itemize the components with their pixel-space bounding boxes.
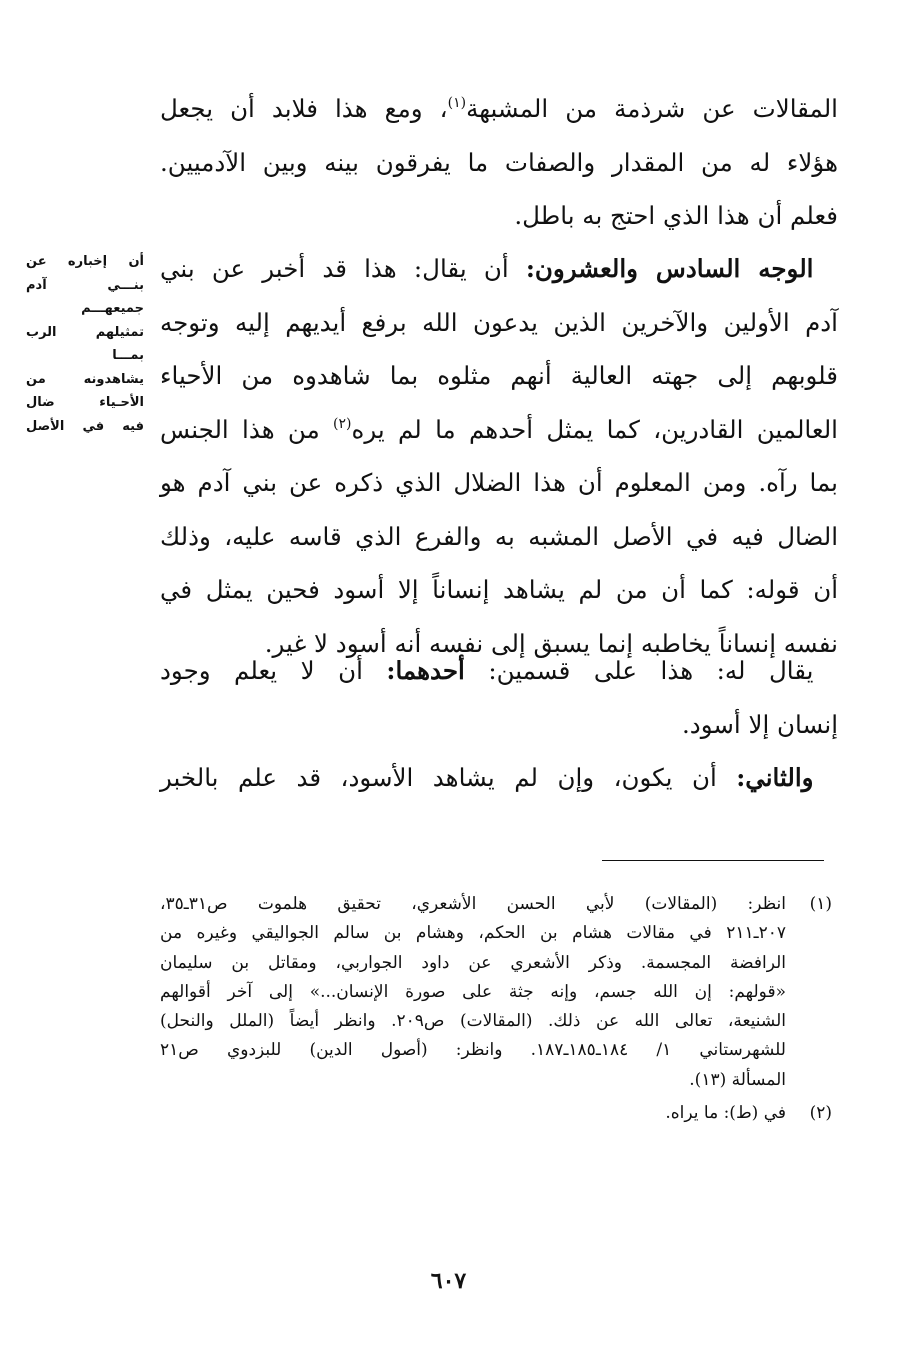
paragraph-3 bbox=[160, 644, 838, 751]
text-line: بما رآه. ومن المعلوم أن هذا الضلال الذي ذكره عن بني آدم هو bbox=[160, 468, 838, 497]
text-line: والثاني: أن يكون، وإن لم يشاهد الأسود، قد علم بالخبر bbox=[160, 763, 814, 792]
margin-note-line: بمـــا bbox=[112, 348, 144, 363]
text-line: المقالات عن شرذمة من المشبهة$^{(١)}$، ومع هذا فلابد أن يجعل bbox=[160, 94, 838, 123]
text-line: هؤلاء له من المقدار والصفات ما يفرقون بينه وبين الآدميين. bbox=[160, 147, 838, 177]
footnote-line: المسألة (١٣). bbox=[689, 1069, 786, 1090]
text-line: فعلم أن هذا الذي احتج به باطل. bbox=[514, 201, 838, 230]
margin-note bbox=[26, 250, 144, 438]
text-line: يقال له: هذا على قسمين: أحدهما: أن لا يعلم وجود bbox=[160, 656, 814, 685]
paragraph-2 bbox=[160, 242, 838, 670]
footnote-line: في (ط): ما يراه. bbox=[665, 1103, 786, 1124]
margin-note-line: جميعهـــم bbox=[81, 301, 144, 316]
text-line: إنسان إلا أسود. bbox=[682, 709, 838, 739]
footnote-line: الشنيعة، تعالى الله عن ذلك. (المقالات) ص٢٠٩. وانظر أيضاً (الملل والنحل) bbox=[160, 1011, 786, 1032]
margin-note-line: الأحـياء ضال bbox=[26, 395, 144, 410]
footnote-1 bbox=[160, 890, 832, 1095]
footnote-line: انظر: (المقالات) لأبي الحسن الأشعري، تحقيق هلموت ص٣١ـ٣٥، bbox=[160, 894, 786, 914]
footnote-line: «قولهم: إن الله جسم، وإنه جثة على صورة الإنسان...» إلى آخر أقوالهم bbox=[160, 981, 786, 1002]
text-line: الضال فيه في الأصل المشبه به والفرع الذي قاسه عليه، وذلك bbox=[160, 521, 838, 551]
margin-note-line: فيه في الأصل bbox=[26, 418, 144, 434]
margin-note-line: تمثيلهم الرب bbox=[26, 324, 144, 340]
text-line: نفسه إنساناً يخاطبه إنما يسبق إلى نفسه أنه أسود لا غير. bbox=[264, 628, 838, 658]
footnote-number: (٢) bbox=[809, 1103, 832, 1124]
footnotes bbox=[160, 890, 832, 1128]
text-line: العالمين القادرين، كما يمثل أحدهم ما لم يره$^{(٢)}$ من هذا الجنس bbox=[160, 414, 838, 444]
footnote-line: للشهرستاني ١/ ١٨٤ـ١٨٥ـ١٨٧. وانظر: (أصول الدين) للبزدوي ص٢١ bbox=[160, 1040, 786, 1061]
footnote-ref[interactable]: (١) bbox=[447, 95, 467, 111]
footnote-number: (١) bbox=[809, 894, 832, 914]
margin-note-line: بنـــي آدم bbox=[26, 277, 144, 293]
footnote-ref[interactable]: (٢) bbox=[333, 415, 352, 432]
page-number: ٦٠٧ bbox=[430, 1268, 467, 1294]
text-line: أن قوله: كما أن من لم يشاهد إنساناً إلا أسود فحين يمثل في bbox=[160, 575, 838, 604]
paragraph-1 bbox=[160, 82, 838, 243]
margin-note-line: أن إخباره عن bbox=[26, 254, 144, 269]
footnote-divider bbox=[602, 860, 824, 861]
footnote-line: ٢٠٧ـ٢١١ في مقالات هشام بن الحكم، وهشام بن سالم الجواليقي وغيره من bbox=[160, 923, 786, 944]
margin-note-line: يشاهدونه من bbox=[26, 371, 144, 387]
paragraph-4 bbox=[160, 751, 838, 805]
footnote-2 bbox=[160, 1099, 832, 1128]
text-line: قلوبهم إلى جهته العالية أنهم مثلوه بما شاهدوه من الأحياء bbox=[160, 361, 838, 390]
section-heading: الوجه السادس والعشرون: bbox=[525, 254, 814, 283]
text-line: الوجه السادس والعشرون: أن يقال: هذا قد أخبر عن بني bbox=[160, 254, 814, 283]
footnote-line: الرافضة المجسمة. وذكر الأشعري عن داود الجواربي، ومقاتل بن سليمان bbox=[160, 952, 786, 973]
text-line: آدم الأولين والآخرين الذين يدعون الله برفع أيديهم إليه وتوجه bbox=[160, 307, 838, 337]
